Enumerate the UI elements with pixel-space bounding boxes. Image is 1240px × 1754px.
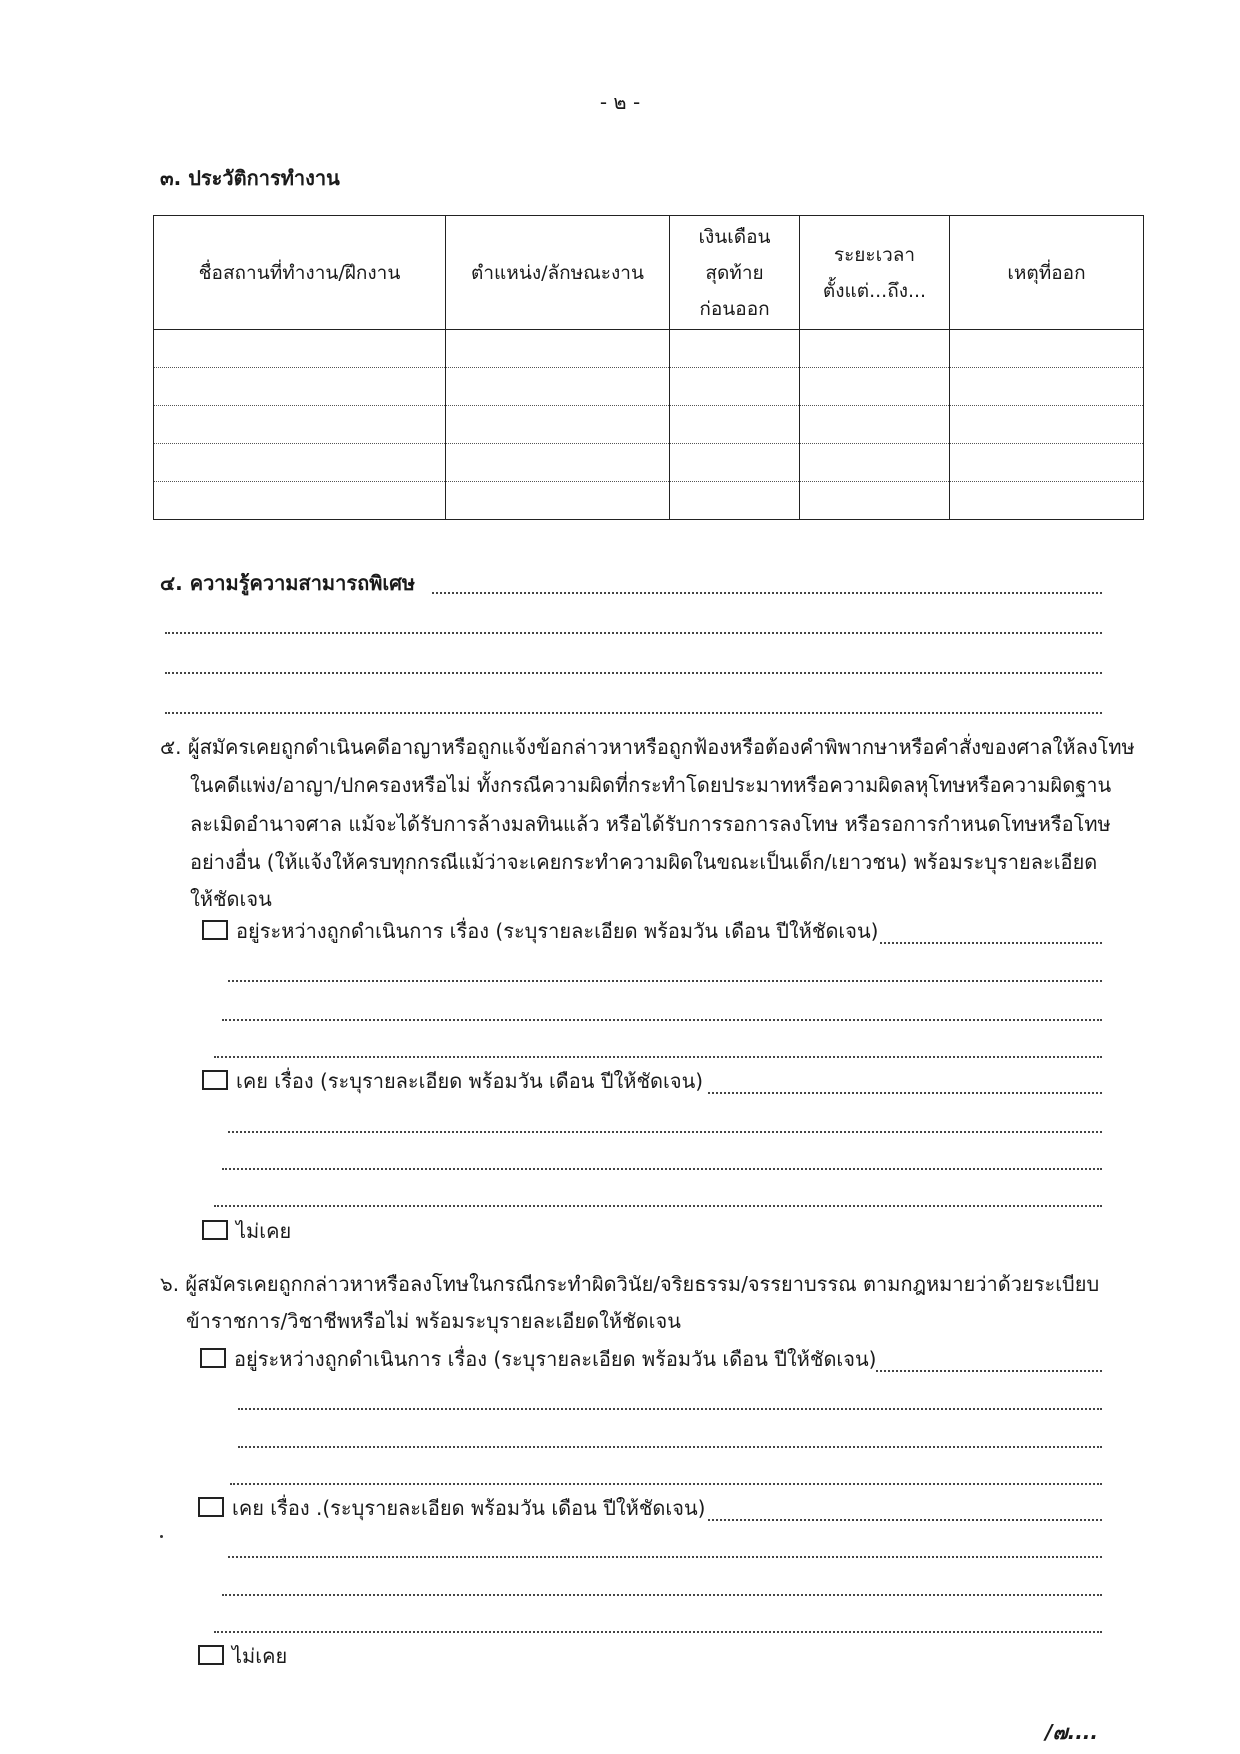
table-row xyxy=(154,444,1144,482)
table-cell[interactable] xyxy=(446,330,670,368)
pending-checkbox[interactable] xyxy=(202,920,228,940)
table-cell[interactable] xyxy=(670,444,800,482)
section5-question-line: ละเมิดอำนาจศาล แม้จะได้รับการล้างมลทินแล้ว หรือได้รับการรอการลงโทษ หรือรอการกำหนดโทษหรือโทษ xyxy=(190,812,1111,836)
section5-question-line: ให้ชัดเจน xyxy=(190,887,272,911)
section6-question-line: ข้าราชการ/วิชาชีพหรือไม่ พร้อมระบุรายละเอียดให้ชัดเจน xyxy=(186,1309,681,1333)
table-cell[interactable] xyxy=(950,482,1144,520)
table-cell[interactable] xyxy=(446,482,670,520)
answer-line[interactable] xyxy=(222,1019,1102,1021)
section5-question-line: ในคดีแพ่ง/อาญา/ปกครองหรือไม่ ทั้งกรณีความผิดที่กระทำโดยประมาทหรือความผิดลหุโทษหรือความผิดฐาน xyxy=(190,773,1112,797)
table-cell[interactable] xyxy=(446,368,670,406)
table-cell[interactable] xyxy=(670,330,800,368)
table-cell[interactable] xyxy=(154,482,446,520)
table-cell[interactable] xyxy=(950,368,1144,406)
never-label: ไม่เคย xyxy=(236,1219,292,1243)
answer-line[interactable] xyxy=(222,1168,1102,1170)
answer-line[interactable] xyxy=(165,712,1102,714)
pending-checkbox[interactable] xyxy=(200,1348,226,1368)
answer-line[interactable] xyxy=(230,1483,1102,1485)
answer-line[interactable] xyxy=(238,1446,1102,1448)
table-cell[interactable] xyxy=(670,368,800,406)
answer-line[interactable] xyxy=(222,1594,1102,1596)
answer-line[interactable] xyxy=(876,1370,1102,1372)
answer-line[interactable] xyxy=(228,1131,1102,1133)
ever-label: เคย เรื่อง (ระบุรายละเอียด พร้อมวัน เดือน ปีให้ชัดเจน) xyxy=(236,1069,704,1093)
section5-option-ever xyxy=(202,1068,703,1094)
column-header-last-salary: เงินเดือน สุดท้าย ก่อนออก xyxy=(670,216,800,330)
table-cell[interactable] xyxy=(446,444,670,482)
ever-checkbox[interactable] xyxy=(202,1070,228,1090)
section4-heading: ๔. ความรู้ความสามารถพิเศษ xyxy=(160,571,416,595)
section6-option-ever xyxy=(198,1495,705,1521)
answer-line[interactable] xyxy=(432,592,1102,594)
section6-question-line: ๖. ผู้สมัครเคยถูกกล่าวหาหรือลงโทษในกรณีกระทำผิดวินัย/จริยธรรม/จรรยาบรรณ ตามกฎหมายว่าด้วยระเบียบ xyxy=(160,1272,1100,1296)
answer-line[interactable] xyxy=(165,672,1102,674)
page-number: - ๒ - xyxy=(599,90,641,114)
pending-label: อยู่ระหว่างถูกดำเนินการ เรื่อง (ระบุรายละเอียด พร้อมวัน เดือน ปีให้ชัดเจน) xyxy=(236,919,879,943)
answer-line[interactable] xyxy=(165,632,1102,634)
table-cell[interactable] xyxy=(446,406,670,444)
ever-label: เคย เรื่อง .(ระบุรายละเอียด พร้อมวัน เดือน ปีให้ชัดเจน) xyxy=(232,1496,706,1520)
section6-option-never xyxy=(198,1643,287,1669)
table-cell[interactable] xyxy=(670,406,800,444)
answer-line[interactable] xyxy=(228,980,1102,982)
table-cell[interactable] xyxy=(950,330,1144,368)
column-header-workplace: ชื่อสถานที่ทำงาน/ฝึกงาน xyxy=(154,216,446,330)
column-header-position: ตำแหน่ง/ลักษณะงาน xyxy=(446,216,670,330)
section5-option-never xyxy=(202,1218,291,1244)
table-cell[interactable] xyxy=(154,368,446,406)
section6-option-pending xyxy=(200,1346,876,1372)
section5-option-pending xyxy=(202,918,878,944)
work-history-table xyxy=(153,215,1144,520)
section5-question-line: ๕. ผู้สมัครเคยถูกดำเนินคดีอาญาหรือถูกแจ้งข้อกล่าวหาหรือถูกฟ้องหรือต้องคำพิพากษาหรือคำสั่งของศาลให้ลงโทษ xyxy=(160,735,1135,759)
table-cell[interactable] xyxy=(800,444,950,482)
answer-line[interactable] xyxy=(708,1519,1102,1521)
table-row xyxy=(154,368,1144,406)
never-label: ไม่เคย xyxy=(232,1644,288,1668)
table-row xyxy=(154,482,1144,520)
table-row xyxy=(154,330,1144,368)
table-cell[interactable] xyxy=(800,330,950,368)
pending-label: อยู่ระหว่างถูกดำเนินการ เรื่อง (ระบุรายละเอียด พร้อมวัน เดือน ปีให้ชัดเจน) xyxy=(234,1347,877,1371)
answer-line[interactable] xyxy=(214,1056,1102,1058)
column-header-period: ระยะเวลา ตั้งแต่...ถึง... xyxy=(800,216,950,330)
section5-question-line: อย่างอื่น (ให้แจ้งให้ครบทุกกรณีแม้ว่าจะเคยกระทำความผิดในขณะเป็นเด็ก/เยาวชน) พร้อมระบุรายละเอียด xyxy=(190,850,1098,874)
answer-line[interactable] xyxy=(228,1556,1102,1558)
table-cell[interactable] xyxy=(950,444,1144,482)
table-cell[interactable] xyxy=(800,406,950,444)
table-cell[interactable] xyxy=(800,368,950,406)
ever-checkbox[interactable] xyxy=(198,1497,224,1517)
answer-line[interactable] xyxy=(880,942,1102,944)
section3-heading: ๓. ประวัติการทำงาน xyxy=(160,166,340,190)
table-cell[interactable] xyxy=(154,330,446,368)
table-header-row xyxy=(154,216,1144,330)
table-row xyxy=(154,406,1144,444)
table-cell[interactable] xyxy=(950,406,1144,444)
answer-line[interactable] xyxy=(708,1092,1102,1094)
table-cell[interactable] xyxy=(154,406,446,444)
stray-mark xyxy=(160,1535,163,1538)
table-cell[interactable] xyxy=(154,444,446,482)
table-cell[interactable] xyxy=(800,482,950,520)
answer-line[interactable] xyxy=(214,1205,1102,1207)
never-checkbox[interactable] xyxy=(202,1220,228,1240)
answer-line[interactable] xyxy=(238,1408,1102,1410)
answer-line[interactable] xyxy=(214,1631,1102,1633)
column-header-reason: เหตุที่ออก xyxy=(950,216,1144,330)
continued-on-next-page: /๗.... xyxy=(1045,1720,1098,1744)
never-checkbox[interactable] xyxy=(198,1645,224,1665)
table-cell[interactable] xyxy=(670,482,800,520)
